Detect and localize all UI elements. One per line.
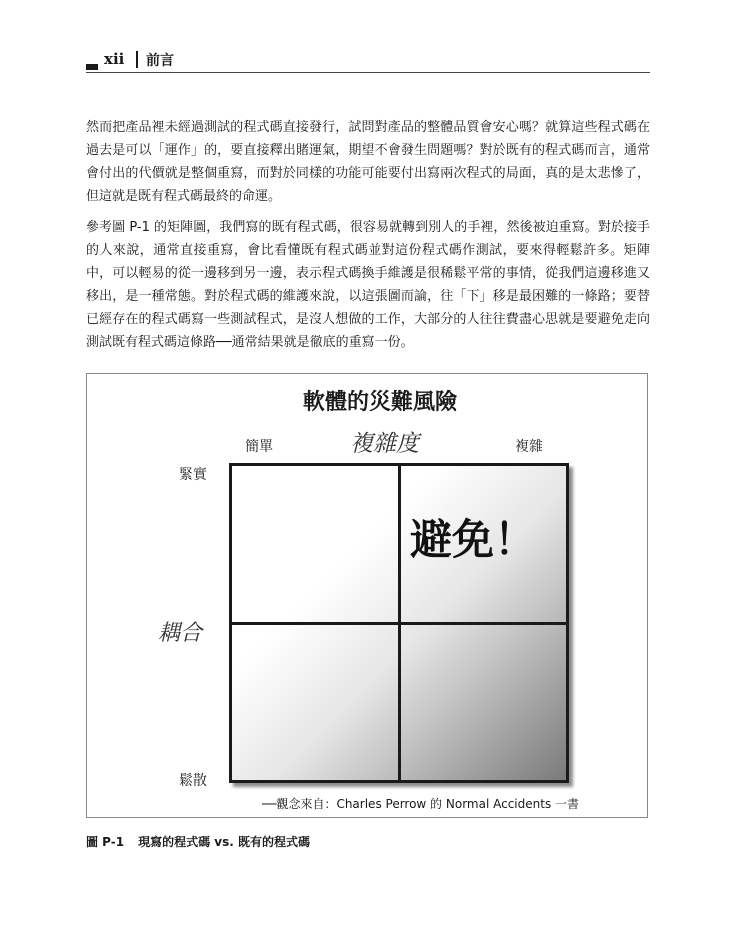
avoid-callout: 避免！ xyxy=(410,515,537,564)
running-header xyxy=(86,48,650,74)
y-axis-title: 耦合 xyxy=(158,621,203,646)
caption-text: 現寫的程式碼 vs. 既有的程式碼 xyxy=(138,835,310,849)
paragraph: 然而把產品裡未經過測試的程式碼直接發行，試問對產品的整體品質會安心嗎？就算這些程式碼在過去是可以「運作」的，要直接釋出賭運氣，期望不會發生問題嗎？對於既有的程式碼而言，通常會付出的代價就是整個重寫，而對於同樣的功能可能要付出寫兩次程式的局面，真的是太悲慘了，但這就是既有程式碼最終的命運。 xyxy=(86,120,650,204)
header-separator xyxy=(136,51,138,68)
figure-title: 軟體的災難風險 xyxy=(303,390,458,415)
section-title: 前言 xyxy=(146,53,174,69)
figure-caption xyxy=(86,833,310,850)
y-axis-bottom-label: 鬆散 xyxy=(179,773,207,789)
caption-label: 圖 P-1 xyxy=(86,835,125,849)
figure-citation: ──觀念來自：Charles Perrow 的 Normal Accidents 一書 xyxy=(262,797,580,811)
x-axis-title: 複雜度 xyxy=(350,431,419,457)
x-axis-right-label: 複雜 xyxy=(515,439,543,455)
header-rule xyxy=(86,72,650,73)
paragraph: 參考圖 P-1 的矩陣圖，我們寫的既有程式碼，很容易就轉到別人的手裡，然後被迫重寫。對於接手的人來說，通常直接重寫，會比看懂既有程式碼並對這份程式碼作測試，要來得輕鬆許多。矩陣中，可以輕易的從一邊移到另一邊，表示程式碼換手維護是很稀鬆平常的事情，從我們這邊移進又移出，是一種常態。對於程式碼的維護來說，以這張圖而論，往「下」移是最困難的一條路；要替已經存在的程式碼寫一些測試程式，是沒人想做的工作，大部分的人往往費盡心思就是要避免走向測試既有程式碼這條路──通常結果就是徹底的重寫一份。 xyxy=(86,220,650,350)
header-marker xyxy=(86,64,98,70)
page-number: xii xyxy=(104,50,125,68)
body-text xyxy=(86,116,650,362)
x-axis-left-label: 簡單 xyxy=(245,439,273,455)
y-axis-top-label: 緊實 xyxy=(179,467,207,483)
matrix-horizontal-divider xyxy=(229,622,569,625)
